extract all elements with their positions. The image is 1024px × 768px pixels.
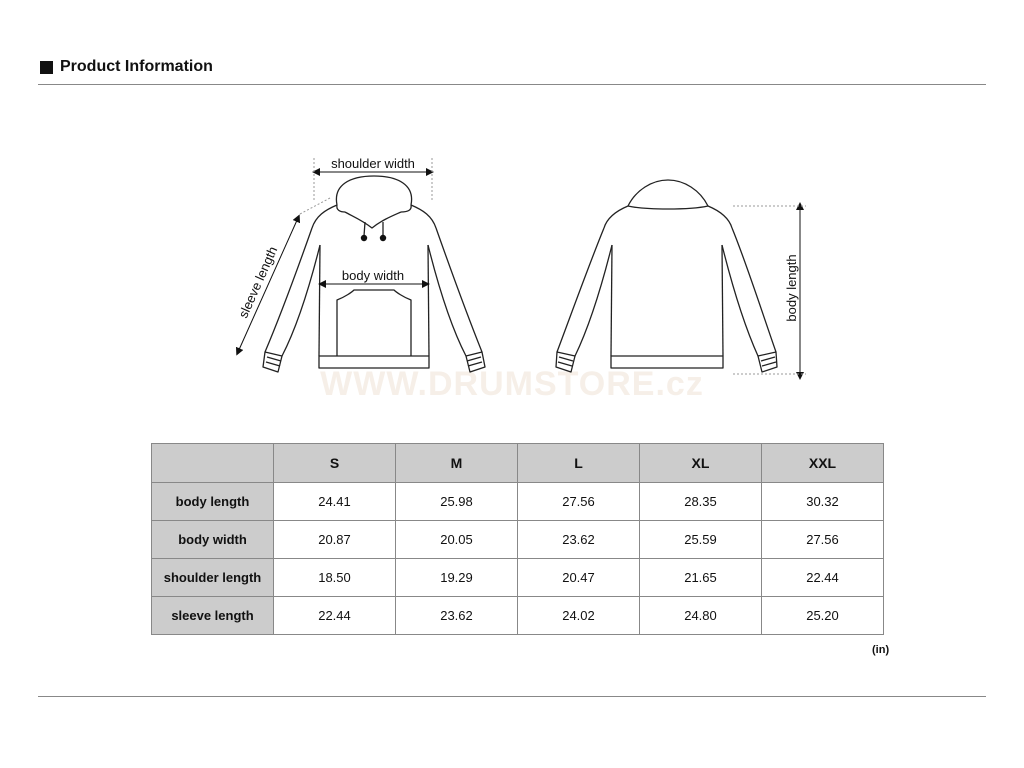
sleeve-length-label: sleeve length <box>235 244 281 321</box>
table-cell: 23.62 <box>518 521 640 559</box>
table-cell: 20.87 <box>274 521 396 559</box>
table-cell: 25.59 <box>640 521 762 559</box>
table-cell: 24.41 <box>274 483 396 521</box>
hoodie-back-drawing <box>556 180 777 372</box>
table-cell: 21.65 <box>640 559 762 597</box>
table-row <box>152 559 884 597</box>
table-row <box>152 521 884 559</box>
table-cell: 25.20 <box>762 597 884 635</box>
table-cell: 22.44 <box>762 559 884 597</box>
drawstring-tips-icon <box>361 235 386 241</box>
row-header: body width <box>152 521 274 559</box>
table-cell: 24.80 <box>640 597 762 635</box>
table-cell: 19.29 <box>396 559 518 597</box>
table-cell: 25.98 <box>396 483 518 521</box>
row-header: sleeve length <box>152 597 274 635</box>
table-cell: 18.50 <box>274 559 396 597</box>
table-cell: 20.05 <box>396 521 518 559</box>
table-cell: 23.62 <box>396 597 518 635</box>
unit-label: (in) <box>872 644 890 656</box>
table-cell: 28.35 <box>640 483 762 521</box>
table-corner-cell <box>152 444 274 483</box>
table-cell: 27.56 <box>762 521 884 559</box>
watermark-text: WWW.DRUMSTORE.cz <box>320 365 704 403</box>
table-row <box>152 597 884 635</box>
table-row <box>152 483 884 521</box>
row-header: body length <box>152 483 274 521</box>
column-header: M <box>396 444 518 483</box>
body-length-label: body length <box>784 254 799 322</box>
column-header: XXL <box>762 444 884 483</box>
column-header: XL <box>640 444 762 483</box>
table-cell: 30.32 <box>762 483 884 521</box>
column-header: S <box>274 444 396 483</box>
table-cell: 24.02 <box>518 597 640 635</box>
table-cell: 20.47 <box>518 559 640 597</box>
table-cell: 27.56 <box>518 483 640 521</box>
size-chart-table <box>151 443 884 635</box>
table-cell: 22.44 <box>274 597 396 635</box>
table-header-row <box>152 444 884 483</box>
bottom-divider <box>38 696 986 697</box>
column-header: L <box>518 444 640 483</box>
body-width-label: body width <box>341 268 405 283</box>
section-title: Product Information <box>60 58 213 75</box>
row-header: shoulder length <box>152 559 274 597</box>
shoulder-width-label: shoulder width <box>331 156 415 171</box>
